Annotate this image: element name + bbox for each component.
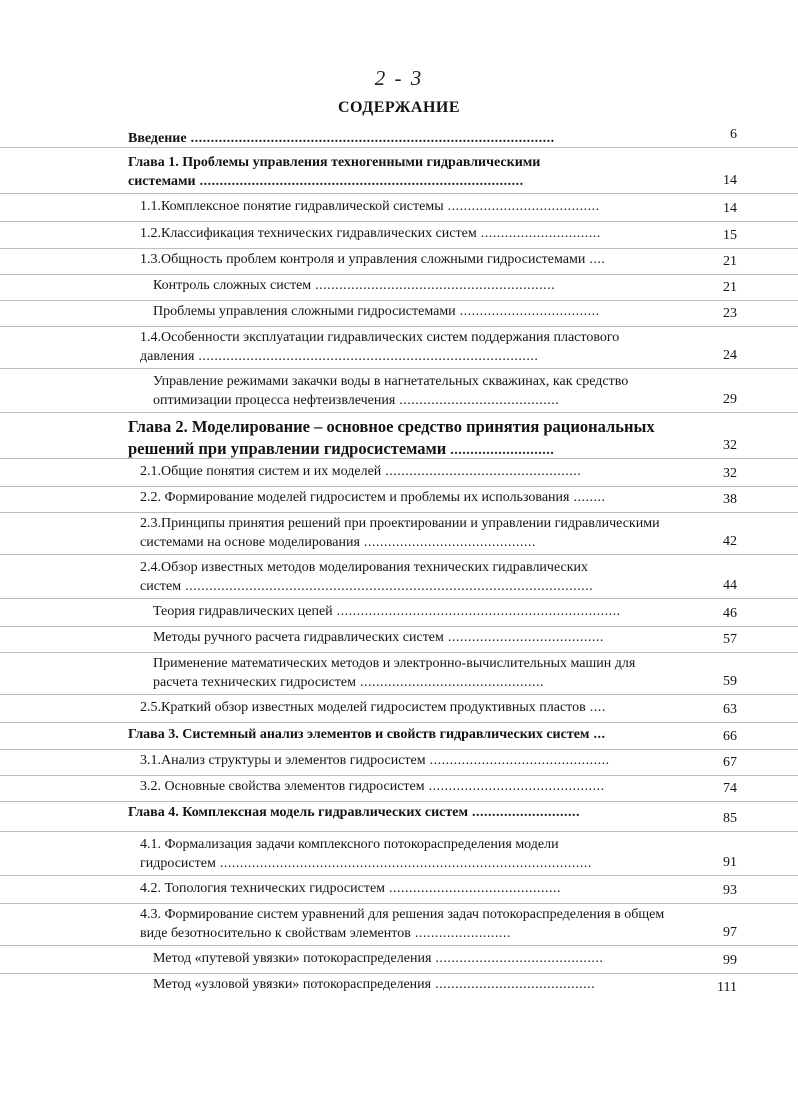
toc-entry[interactable] [0, 249, 798, 275]
toc-page-number: 91 [723, 855, 737, 870]
toc-leader-dots: .... [589, 252, 606, 267]
toc-page-number: 67 [723, 755, 737, 770]
toc-entry-title: 4.2. Топология технических гидросистем [140, 881, 386, 896]
toc-entry[interactable] [0, 750, 798, 776]
toc-entry[interactable] [0, 878, 798, 904]
toc-entry-title: Методы ручного расчета гидравлических систем [153, 630, 444, 645]
toc-page-number: 97 [723, 925, 737, 940]
toc-leader-dots: ........................................... [389, 881, 562, 896]
toc-page-number: 74 [723, 781, 737, 796]
toc-entry-title: 4.1. Формализация задачи комплексного потокораспределения модели гидросистем [140, 837, 559, 871]
toc-leader-dots: ........ [573, 490, 606, 505]
toc-page-number: 21 [723, 280, 737, 295]
handwritten-page-number: 2 - 3 [374, 66, 424, 90]
toc-page-number: 6 [730, 127, 737, 142]
toc-entry-title: Введение [128, 131, 187, 146]
toc-page-number: 14 [723, 173, 737, 188]
toc-page-number: 99 [723, 953, 737, 968]
toc-entry[interactable] [0, 152, 798, 194]
toc-entry-title: Глава 3. Системный анализ элементов и свойств гидравлических систем [128, 727, 590, 742]
toc-page-number: 29 [723, 392, 737, 407]
toc-page-number: 66 [723, 729, 737, 744]
toc-entry[interactable] [0, 697, 798, 723]
toc-entry-title: 1.1.Комплексное понятие гидравлической системы [140, 199, 444, 214]
toc-entry-title: Глава 1. Проблемы управления техногенными гидравлическими системами [128, 155, 541, 189]
toc-entry-title: 3.1.Анализ структуры и элементов гидросистем [140, 753, 426, 768]
toc-entry-title: 1.2.Классификация технических гидравлических систем [140, 226, 477, 241]
toc-leader-dots: ........................................................................................... [190, 131, 555, 146]
toc-entry[interactable] [0, 487, 798, 513]
toc-leader-dots: ............................................................................................. [219, 856, 592, 871]
toc-leader-dots: ................................................. [385, 464, 582, 479]
toc-page-number: 57 [723, 632, 737, 647]
toc-entry[interactable] [0, 724, 798, 750]
toc-entry[interactable] [0, 904, 798, 946]
toc-leader-dots: ........................... [472, 805, 581, 820]
toc-entry[interactable] [0, 223, 798, 249]
toc-entry-title: Управление режимами закачки воды в нагнетательных скважинах, как средство оптимизации процесса нефтеизвлечения [153, 374, 629, 408]
toc-entry-title: 2.5.Краткий обзор известных моделей гидросистем продуктивных пластов [140, 700, 586, 715]
toc-entry[interactable] [0, 371, 798, 413]
toc-entry-title: 3.2. Основные свойства элементов гидросистем [140, 779, 425, 794]
toc-entry-title: Глава 2. Моделирование – основное средство принятия рациональных решений при управлении гидросистемами [128, 417, 655, 458]
toc-page-number: 14 [723, 201, 737, 216]
page-title: СОДЕРЖАНИЕ [337, 99, 461, 116]
toc-page-number: 23 [723, 306, 737, 321]
toc-entry-title: Метод «узловой увязки» потокораспределения [153, 977, 432, 992]
toc-entry-title: 2.2. Формирование моделей гидросистем и проблемы их использования [140, 490, 570, 505]
toc-leader-dots: .......................... [450, 443, 555, 458]
toc-entry[interactable] [0, 196, 798, 222]
toc-entry[interactable] [0, 601, 798, 627]
toc-entry-title: Глава 4. Комплексная модель гидравлических систем [128, 805, 469, 820]
toc-leader-dots: .......................................... [435, 951, 604, 966]
toc-page-number: 59 [723, 674, 737, 689]
toc-entry-title: 2.3.Принципы принятия решений при проектировании и управлении гидравлическими системами на основе моделирования [140, 516, 660, 550]
toc-page-number: 111 [717, 980, 737, 995]
toc-entry[interactable] [0, 275, 798, 301]
toc-entry-title: 2.4.Обзор известных методов моделирования технических гидравлических систем [140, 560, 589, 594]
toc-entry[interactable] [0, 557, 798, 599]
toc-entry[interactable] [0, 776, 798, 802]
toc-page-number: 15 [723, 228, 737, 243]
toc-entry[interactable] [0, 802, 798, 832]
toc-leader-dots: ........................................... [363, 535, 536, 550]
toc-page-number: 32 [723, 466, 737, 481]
toc-entry-title: 1.4.Особенности эксплуатации гидравлических систем поддержания пластового давления [140, 330, 620, 364]
toc-entry-title: Метод «путевой увязки» потокораспределения [153, 951, 432, 966]
toc-leader-dots: ... [593, 727, 606, 742]
toc-leader-dots: .............................. [480, 226, 601, 241]
toc-entry-title: Теория гидравлических цепей [153, 604, 333, 619]
toc-entry[interactable] [0, 327, 798, 369]
toc-leader-dots: ................................................................................. [199, 174, 524, 189]
toc-leader-dots: ....................................... [447, 630, 604, 645]
toc-entry-title: 1.3.Общность проблем контроля и управления сложными гидросистемами [140, 252, 586, 267]
toc-entry[interactable] [0, 301, 798, 327]
toc-leader-dots: ........................ [414, 926, 511, 941]
toc-page-number: 46 [723, 606, 737, 621]
toc-entry[interactable] [0, 461, 798, 487]
toc-leader-dots: ............................................ [428, 779, 605, 794]
toc-entry-title: 2.1.Общие понятия систем и их моделей [140, 464, 382, 479]
toc-page-number: 44 [723, 578, 737, 593]
toc-page-number: 63 [723, 702, 737, 717]
toc-leader-dots: .............................................. [359, 675, 544, 690]
toc-entry[interactable] [0, 834, 798, 876]
toc-page-number: 21 [723, 254, 737, 269]
toc-leader-dots: ...................................... [447, 199, 600, 214]
toc-entry[interactable] [0, 948, 798, 974]
toc-entry[interactable] [0, 513, 798, 555]
toc-page-number: 24 [723, 348, 737, 363]
toc-entry[interactable] [0, 128, 798, 148]
toc-leader-dots: ................................... [459, 304, 600, 319]
toc-page-number: 85 [723, 811, 737, 826]
toc-entry-title: Проблемы управления сложными гидросистемами [153, 304, 456, 319]
toc-leader-dots: ...................................................................................................... [185, 579, 594, 594]
toc-entry[interactable] [0, 415, 798, 459]
toc-entry-title: Контроль сложных систем [153, 278, 312, 293]
toc-page-number: 42 [723, 534, 737, 549]
toc-entry[interactable] [0, 627, 798, 653]
toc-entry[interactable] [0, 653, 798, 695]
toc-page-number: 38 [723, 492, 737, 507]
toc-page-number: 32 [723, 438, 737, 453]
toc-entry[interactable] [0, 974, 798, 1000]
toc-leader-dots: .... [589, 700, 606, 715]
toc-leader-dots: ..................................................................................... [198, 349, 539, 364]
toc-leader-dots: ........................................ [399, 393, 560, 408]
toc-leader-dots: ............................................................ [315, 278, 556, 293]
toc-leader-dots: ....................................................................... [336, 604, 621, 619]
toc-leader-dots: ............................................. [429, 753, 610, 768]
toc-entry-title: Применение математических методов и электронно-вычислительных машин для расчета технических гидросистем [153, 656, 636, 690]
toc-leader-dots: ........................................ [435, 977, 596, 992]
toc-page-number: 93 [723, 883, 737, 898]
toc-entry-title: 4.3. Формирование систем уравнений для решения задач потокораспределения в общем виде безотносительно к свойствам элементов [140, 907, 665, 941]
